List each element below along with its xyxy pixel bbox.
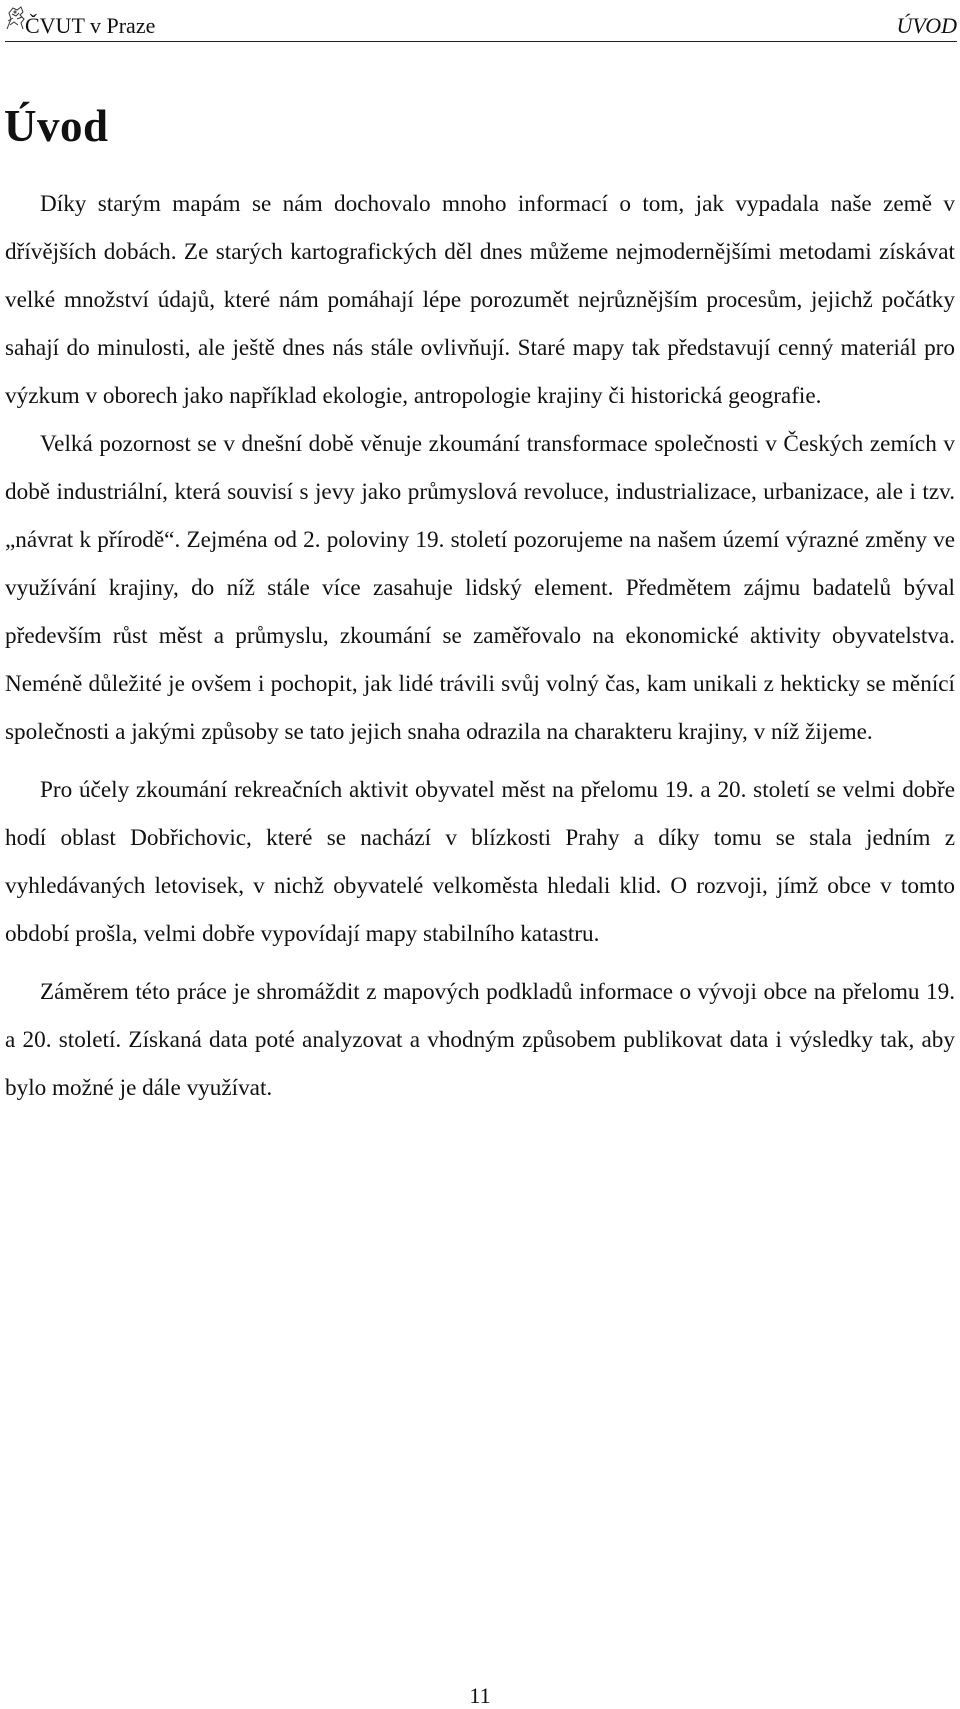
chapter-title: Úvod bbox=[4, 101, 109, 151]
page-number: 11 bbox=[469, 1683, 491, 1708]
running-header bbox=[5, 5, 957, 42]
header-chapter: ÚVOD bbox=[896, 13, 957, 38]
paragraph-1: Díky starým mapám se nám dochovalo mnoho informací o tom, jak vypadala naše země v dřívějších dobách. Ze starých kartografických děl dnes můžeme nejmodernějšími metodami získávat velké množství údajů, které nám pomáhají lépe porozumět nejrůznějším procesům, jejichž počátky sahají do minulosti, ale ještě dnes nás stále ovlivňují. Staré mapy tak představují cenný materiál pro výzkum v oborech jako například ekologie, antropologie krajiny či historická geografie. bbox=[5, 191, 955, 409]
chapter-body bbox=[5, 180, 955, 1112]
paragraph-2: Velká pozornost se v dnešní době věnuje zkoumání transformace společnosti v Českých zemích v době industriální, která souvisí s jevy jako průmyslová revoluce, industrializace, urbanizace, ale i tzv. „návrat k přírodě“. Zejména od 2. poloviny 19. století pozorujeme na našem území výrazné změny ve využívání krajiny, do níž stále více zasahuje lidský element. Předmětem zájmu badatelů býval především růst měst a průmyslu, zkoumání se zaměřovalo na ekonomické aktivity obyvatelstva. Neméně důležité je ovšem i pochopit, jak lidé trávili svůj volný čas, kam unikali z hekticky se měnící společnosti a jakými způsoby se tato jejich snaha odrazila na charakteru krajiny, v níž žijeme. bbox=[5, 431, 955, 745]
header-institution: ČVUT v Praze bbox=[25, 13, 156, 38]
paragraph-3: Pro účely zkoumání rekreačních aktivit obyvatel měst na přelomu 19. a 20. století se velmi dobře hodí oblast Dobřichovic, které se nachází v blízkosti Prahy a díky tomu se stala jedním z vyhledávaných letovisek, v nichž obyvatelé velkoměsta hledali klid. O rozvoji, jímž obce v tomto období prošla, velmi dobře vypovídají mapy stabilního katastru. bbox=[5, 777, 955, 947]
paragraph-4: Záměrem této práce je shromáždit z mapových podkladů informace o vývoji obce na přelomu 19. a 20. století. Získaná data poté analyzovat a vhodným způsobem publikovat data i výsledky tak, aby bylo možné je dále využívat. bbox=[5, 979, 955, 1101]
